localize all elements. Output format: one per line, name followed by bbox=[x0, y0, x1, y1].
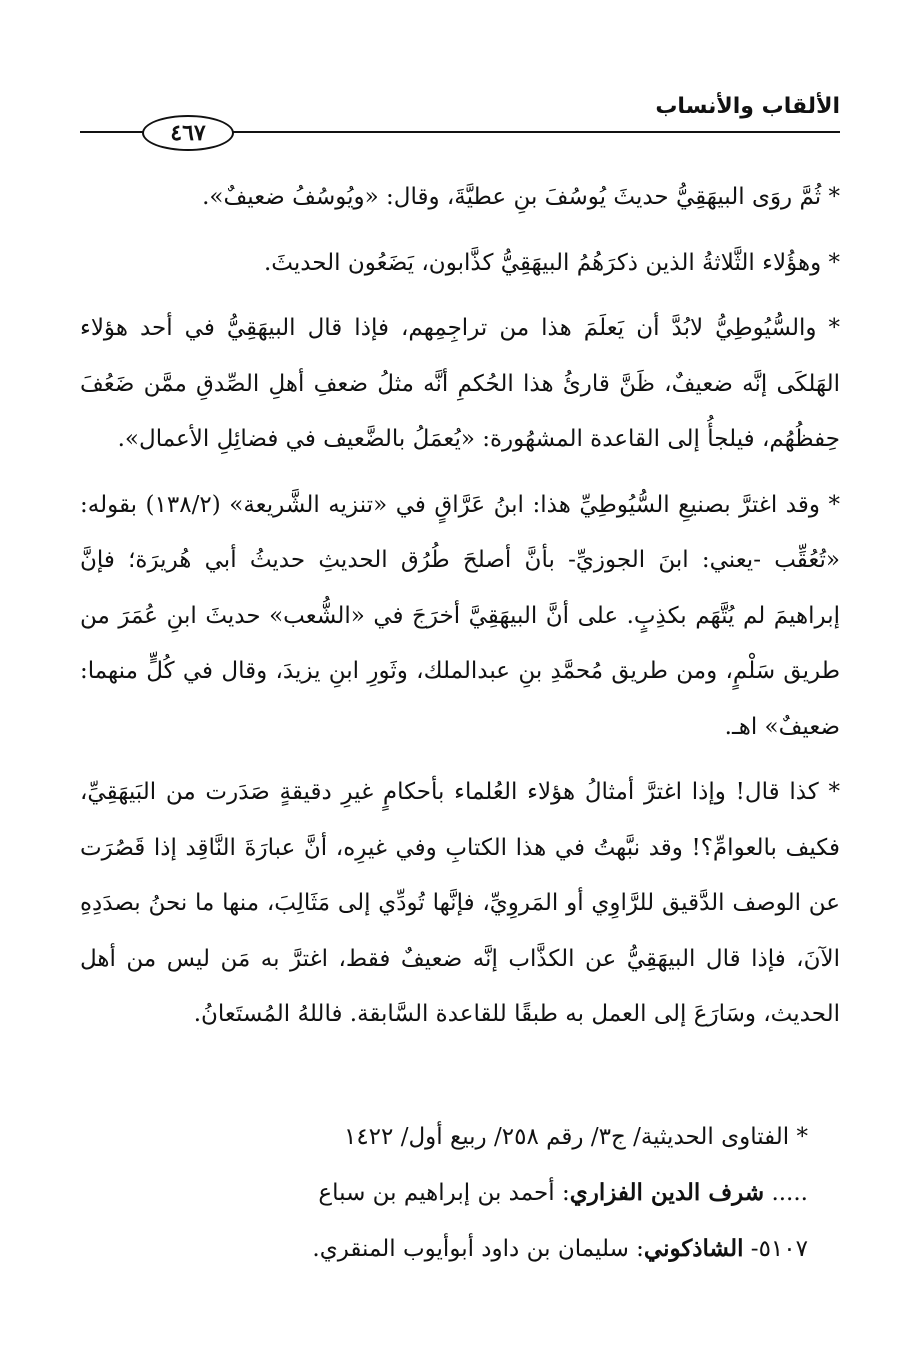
entry-text: : أحمد بن إبراهيم بن سباع bbox=[318, 1180, 570, 1206]
entry-line bbox=[108, 1165, 808, 1221]
entry-text: : سليمان بن داود أبوأيوب المنقري. bbox=[312, 1236, 644, 1262]
paragraph: * ثُمَّ روَى البيهَقِيُّ حديثَ يُوسُفَ بنِ عطيَّةَ، وقال: «ويُوسُفُ ضعيفٌ». bbox=[202, 184, 840, 210]
source-block bbox=[108, 1110, 808, 1277]
paragraph: * وهؤُلاء الثَّلاثةُ الذين ذكرَهُمُ البيهَقِيُّ كذَّابون، يَضَعُون الحديثَ. bbox=[263, 249, 840, 276]
entry-name: شرف الدين الفزاري bbox=[569, 1179, 765, 1206]
body-text bbox=[80, 170, 840, 1053]
entry-name: الشاذكوني bbox=[643, 1235, 744, 1262]
running-header-title: الألقاب والأنساب bbox=[655, 94, 840, 119]
paragraph: * كذا قال! وإذا اغترَّ أمثالُ هؤلاء العُلماء بأحكامٍ غيرِ دقيقةٍ صَدَرت من البَيهَقِيِّ، فكيف بالعوامِّ؟! وقد نبَّهتُ في هذا الكتابِ وفي غيرِه، أنَّ عبارَةَ النَّاقِد إذا قَصُرَت عن الوصف الدَّقيق للرَّاوِي أو المَروِيِّ، فإنَّها تُودِّي إلى مَثَالِبَ، منها ما نحنُ بصدَدِهِ الآنَ، فإذا قال البيهَقِيُّ عن الكذَّاب إنَّه ضعيفٌ فقط، اغترَّ به مَن ليس من أهل الحديث، وسَارَعَ إلى العمل به طبقًا للقاعدة السَّابقة. فاللهُ المُستَعانُ. bbox=[80, 779, 840, 1027]
paragraph: * والسُّيُوطِيُّ لابُدَّ أن يَعلَمَ هذا من تراجِمِهم، فإذا قال البيهَقِيُّ في أحد هؤلاء الهَلكَى إنَّه ضعيفٌ، ظَنَّ قارئُ هذا الحُكمِ أنَّه مثلُ ضعفِ أهلِ الصِّدقِ ممَّن ضَعُفَ حِفظُهُم، فيلجأُ إلى القاعدة المشهُورة: «يُعمَلُ بالضَّعيف في فضائِلِ الأعمال». bbox=[80, 315, 840, 452]
entry-prefix: ٥١٠٧- bbox=[750, 1236, 808, 1262]
entry-prefix: ..... bbox=[771, 1180, 808, 1206]
source-line: * الفتاوى الحديثية/ ج٣/ رقم ٢٥٨/ ربيع أول/ ١٤٢٢ bbox=[343, 1124, 808, 1150]
page-number-badge bbox=[142, 115, 234, 151]
paragraph: * وقد اغترَّ بصنيعِ السُّيُوطِيِّ هذا: ابنُ عَرَّاقٍ في «تنزيه الشَّريعة» (١٣٨/٢) بقوله: «تُعُقِّب -يعني: ابنَ الجوزيِّ- بأنَّ أصلحَ طُرُق الحديثِ حديثُ أبي هُريرَة؛ فإنَّ إبراهيمَ لم يُتَّهَم بكذِبٍ. على أنَّ البيهَقِيَّ أخرَجَ في «الشُّعب» حديثَ ابنِ عُمَرَ من طريق سَلْمٍ، ومن طريق مُحمَّدِ بنِ عبدالملك، وثَورِ ابنِ يزيدَ، وقال في كُلٍّ منهما: ضعيفٌ» اهـ. bbox=[80, 491, 840, 740]
page-number: ٤٦٧ bbox=[170, 120, 206, 146]
entry-line bbox=[108, 1221, 808, 1277]
